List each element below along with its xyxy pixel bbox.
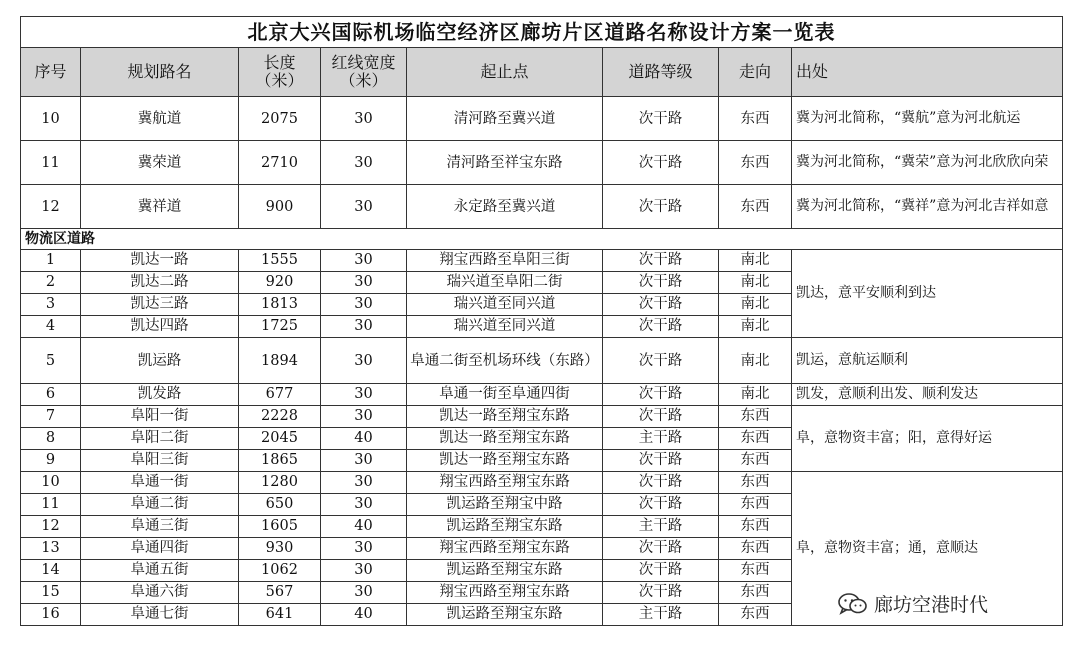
cell-route: 清河路至冀兴道 bbox=[407, 97, 603, 141]
cell-name: 阜通五街 bbox=[81, 560, 239, 582]
cell-name: 凯达三路 bbox=[81, 294, 239, 316]
cell-name: 冀航道 bbox=[81, 97, 239, 141]
cell-direction: 东西 bbox=[719, 428, 792, 450]
cell-route: 瑞兴道至同兴道 bbox=[407, 294, 603, 316]
table-row bbox=[21, 338, 1063, 384]
cell-no: 11 bbox=[21, 494, 81, 516]
table-row bbox=[21, 406, 1063, 428]
header-width: 红线宽度 （米） bbox=[321, 48, 407, 97]
cell-width: 30 bbox=[321, 97, 407, 141]
cell-length: 641 bbox=[239, 604, 321, 626]
cell-direction: 东西 bbox=[719, 604, 792, 626]
cell-grade: 次干路 bbox=[603, 97, 719, 141]
cell-width: 40 bbox=[321, 428, 407, 450]
cell-route: 永定路至冀兴道 bbox=[407, 185, 603, 229]
cell-grade: 次干路 bbox=[603, 538, 719, 560]
cell-no: 1 bbox=[21, 250, 81, 272]
header-no: 序号 bbox=[21, 48, 81, 97]
cell-name: 阜通三街 bbox=[81, 516, 239, 538]
cell-width: 30 bbox=[321, 472, 407, 494]
cell-name: 阜阳一街 bbox=[81, 406, 239, 428]
cell-grade: 次干路 bbox=[603, 494, 719, 516]
cell-route: 翔宝西路至翔宝东路 bbox=[407, 472, 603, 494]
cell-name: 凯运路 bbox=[81, 338, 239, 384]
cell-route: 阜通二街至机场环线（东路） bbox=[407, 338, 603, 384]
cell-no: 10 bbox=[21, 97, 81, 141]
header-route: 起止点 bbox=[407, 48, 603, 97]
cell-width: 30 bbox=[321, 338, 407, 384]
section-row bbox=[21, 229, 1063, 250]
cell-width: 30 bbox=[321, 494, 407, 516]
cell-no: 7 bbox=[21, 406, 81, 428]
cell-width: 30 bbox=[321, 185, 407, 229]
cell-name: 阜阳二街 bbox=[81, 428, 239, 450]
cell-route: 凯达一路至翔宝东路 bbox=[407, 428, 603, 450]
cell-origin: 冀为河北简称，“冀祥”意为河北吉祥如意 bbox=[792, 185, 1063, 229]
cell-origin: 阜，意物资丰富；阳，意得好运 bbox=[792, 406, 1063, 472]
cell-route: 瑞兴道至阜阳二街 bbox=[407, 272, 603, 294]
cell-route: 凯运路至翔宝东路 bbox=[407, 560, 603, 582]
cell-no: 3 bbox=[21, 294, 81, 316]
cell-direction: 东西 bbox=[719, 406, 792, 428]
table-row bbox=[21, 472, 1063, 494]
cell-name: 阜通一街 bbox=[81, 472, 239, 494]
cell-direction: 东西 bbox=[719, 141, 792, 185]
cell-grade: 次干路 bbox=[603, 316, 719, 338]
cell-route: 凯运路至翔宝东路 bbox=[407, 604, 603, 626]
cell-grade: 次干路 bbox=[603, 582, 719, 604]
cell-width: 30 bbox=[321, 450, 407, 472]
header-name: 规划路名 bbox=[81, 48, 239, 97]
cell-length: 1062 bbox=[239, 560, 321, 582]
cell-direction: 南北 bbox=[719, 294, 792, 316]
cell-direction: 东西 bbox=[719, 472, 792, 494]
cell-name: 冀祥道 bbox=[81, 185, 239, 229]
cell-length: 567 bbox=[239, 582, 321, 604]
cell-no: 2 bbox=[21, 272, 81, 294]
cell-direction: 东西 bbox=[719, 97, 792, 141]
cell-no: 5 bbox=[21, 338, 81, 384]
cell-direction: 南北 bbox=[719, 250, 792, 272]
cell-width: 30 bbox=[321, 294, 407, 316]
cell-grade: 次干路 bbox=[603, 185, 719, 229]
cell-name: 凯达四路 bbox=[81, 316, 239, 338]
road-name-table bbox=[20, 16, 1063, 626]
cell-direction: 南北 bbox=[719, 384, 792, 406]
cell-length: 2228 bbox=[239, 406, 321, 428]
cell-grade: 主干路 bbox=[603, 516, 719, 538]
cell-direction: 东西 bbox=[719, 538, 792, 560]
cell-route: 凯运路至翔宝中路 bbox=[407, 494, 603, 516]
cell-route: 阜通一街至阜通四街 bbox=[407, 384, 603, 406]
watermark-text: 廊坊空港时代 bbox=[874, 594, 989, 616]
cell-origin: 凯运，意航运顺利 bbox=[792, 338, 1063, 384]
cell-direction: 东西 bbox=[719, 560, 792, 582]
cell-width: 30 bbox=[321, 560, 407, 582]
cell-length: 900 bbox=[239, 185, 321, 229]
cell-origin: 冀为河北简称，“冀航”意为河北航运 bbox=[792, 97, 1063, 141]
cell-length: 920 bbox=[239, 272, 321, 294]
cell-route: 凯达一路至翔宝东路 bbox=[407, 406, 603, 428]
watermark bbox=[838, 590, 988, 617]
header-origin: 出处 bbox=[792, 48, 1063, 97]
cell-grade: 主干路 bbox=[603, 428, 719, 450]
cell-no: 16 bbox=[21, 604, 81, 626]
cell-length: 1725 bbox=[239, 316, 321, 338]
cell-route: 翔宝西路至翔宝东路 bbox=[407, 582, 603, 604]
cell-direction: 南北 bbox=[719, 316, 792, 338]
cell-length: 2075 bbox=[239, 97, 321, 141]
cell-name: 冀荣道 bbox=[81, 141, 239, 185]
cell-no: 8 bbox=[21, 428, 81, 450]
cell-origin: 阜，意物资丰富；通，意顺达 bbox=[792, 472, 1063, 626]
cell-length: 1280 bbox=[239, 472, 321, 494]
cell-length: 1865 bbox=[239, 450, 321, 472]
cell-grade: 次干路 bbox=[603, 250, 719, 272]
table-row bbox=[21, 185, 1063, 229]
cell-length: 1813 bbox=[239, 294, 321, 316]
cell-direction: 南北 bbox=[719, 338, 792, 384]
cell-width: 30 bbox=[321, 250, 407, 272]
cell-no: 4 bbox=[21, 316, 81, 338]
header-row bbox=[21, 48, 1063, 97]
cell-width: 40 bbox=[321, 604, 407, 626]
cell-grade: 次干路 bbox=[603, 272, 719, 294]
header-direction: 走向 bbox=[719, 48, 792, 97]
cell-no: 14 bbox=[21, 560, 81, 582]
cell-route: 翔宝西路至翔宝东路 bbox=[407, 538, 603, 560]
cell-no: 9 bbox=[21, 450, 81, 472]
cell-origin: 凯发，意顺利出发、顺利发达 bbox=[792, 384, 1063, 406]
cell-name: 阜通六街 bbox=[81, 582, 239, 604]
cell-grade: 次干路 bbox=[603, 294, 719, 316]
cell-direction: 东西 bbox=[719, 450, 792, 472]
cell-length: 677 bbox=[239, 384, 321, 406]
cell-grade: 次干路 bbox=[603, 141, 719, 185]
cell-length: 1555 bbox=[239, 250, 321, 272]
cell-direction: 东西 bbox=[719, 516, 792, 538]
cell-length: 2710 bbox=[239, 141, 321, 185]
cell-width: 40 bbox=[321, 516, 407, 538]
cell-direction: 东西 bbox=[719, 494, 792, 516]
cell-length: 1605 bbox=[239, 516, 321, 538]
cell-grade: 主干路 bbox=[603, 604, 719, 626]
cell-route: 清河路至祥宝东路 bbox=[407, 141, 603, 185]
cell-no: 12 bbox=[21, 185, 81, 229]
table-row bbox=[21, 384, 1063, 406]
cell-length: 1894 bbox=[239, 338, 321, 384]
table-row bbox=[21, 250, 1063, 272]
cell-name: 凯发路 bbox=[81, 384, 239, 406]
cell-name: 凯达一路 bbox=[81, 250, 239, 272]
cell-direction: 东西 bbox=[719, 582, 792, 604]
cell-grade: 次干路 bbox=[603, 384, 719, 406]
section-label: 物流区道路 bbox=[21, 229, 1063, 250]
cell-name: 凯达二路 bbox=[81, 272, 239, 294]
cell-width: 30 bbox=[321, 406, 407, 428]
table-row bbox=[21, 97, 1063, 141]
cell-width: 30 bbox=[321, 538, 407, 560]
cell-route: 凯达一路至翔宝东路 bbox=[407, 450, 603, 472]
cell-length: 2045 bbox=[239, 428, 321, 450]
wechat-icon bbox=[838, 592, 868, 616]
cell-name: 阜通四街 bbox=[81, 538, 239, 560]
cell-name: 阜阳三街 bbox=[81, 450, 239, 472]
cell-name: 阜通七街 bbox=[81, 604, 239, 626]
header-grade: 道路等级 bbox=[603, 48, 719, 97]
cell-name: 阜通二街 bbox=[81, 494, 239, 516]
cell-no: 10 bbox=[21, 472, 81, 494]
cell-width: 30 bbox=[321, 582, 407, 604]
cell-direction: 南北 bbox=[719, 272, 792, 294]
cell-grade: 次干路 bbox=[603, 406, 719, 428]
cell-route: 瑞兴道至同兴道 bbox=[407, 316, 603, 338]
cell-width: 30 bbox=[321, 384, 407, 406]
cell-length: 650 bbox=[239, 494, 321, 516]
cell-no: 15 bbox=[21, 582, 81, 604]
cell-grade: 次干路 bbox=[603, 338, 719, 384]
table-title: 北京大兴国际机场临空经济区廊坊片区道路名称设计方案一览表 bbox=[21, 17, 1063, 48]
cell-route: 翔宝西路至阜阳三街 bbox=[407, 250, 603, 272]
cell-width: 30 bbox=[321, 141, 407, 185]
cell-length: 930 bbox=[239, 538, 321, 560]
header-length: 长度 （米） bbox=[239, 48, 321, 97]
cell-width: 30 bbox=[321, 316, 407, 338]
cell-grade: 次干路 bbox=[603, 450, 719, 472]
cell-grade: 次干路 bbox=[603, 560, 719, 582]
cell-no: 12 bbox=[21, 516, 81, 538]
cell-route: 凯运路至翔宝东路 bbox=[407, 516, 603, 538]
table-row bbox=[21, 141, 1063, 185]
cell-no: 11 bbox=[21, 141, 81, 185]
cell-direction: 东西 bbox=[719, 185, 792, 229]
cell-width: 30 bbox=[321, 272, 407, 294]
cell-origin: 凯达，意平安顺利到达 bbox=[792, 250, 1063, 338]
cell-origin: 冀为河北简称，“冀荣”意为河北欣欣向荣 bbox=[792, 141, 1063, 185]
cell-no: 13 bbox=[21, 538, 81, 560]
title-row bbox=[21, 17, 1063, 48]
cell-no: 6 bbox=[21, 384, 81, 406]
cell-grade: 次干路 bbox=[603, 472, 719, 494]
